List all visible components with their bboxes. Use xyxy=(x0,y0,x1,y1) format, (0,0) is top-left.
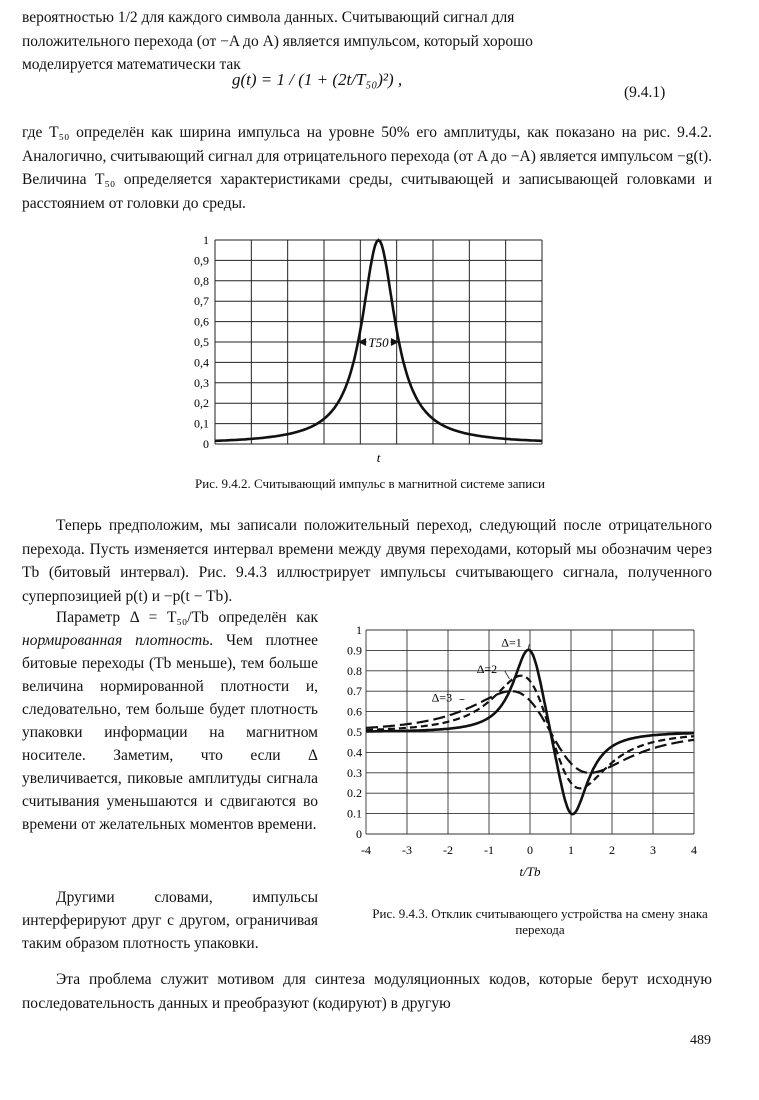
series-label: Δ=1 xyxy=(501,635,522,650)
y-tick-label: 0,8 xyxy=(194,273,209,288)
y-tick-label: 0.9 xyxy=(347,643,362,658)
paragraph-3: Теперь предположим, мы записали положительный переход, следующий после отрицательного перехода. Пусть изменяется интервал времени между двумя переходами, который мы обозначим через Tb (битовый интервал). Рис. 9.4.3 иллюстрирует импульсы считывающего сигнала, полученного суперпозицией p(t) и −p(t − Tb). xyxy=(22,517,712,605)
chart-transition-response xyxy=(340,618,720,890)
page-number: 489 xyxy=(690,1033,711,1048)
y-tick-label: 0,6 xyxy=(194,314,209,329)
x-tick-label: -3 xyxy=(402,843,412,857)
normalized-density-term: нормированная плотность xyxy=(22,632,210,649)
y-tick-label: 0 xyxy=(203,437,209,451)
width-annotation: T50 xyxy=(368,335,389,350)
formula-9-4-1: g(t) = 1 / (1 + (2t/T₅₀)²) , xyxy=(232,70,403,89)
y-tick-label: 0,9 xyxy=(194,253,209,268)
y-tick-label: 0.6 xyxy=(347,704,362,719)
paragraph-2: где T₅₀ определён как ширина импульса на уровне 50% его амплитуды, как показано на рис. 9.4.2. Аналогично, считывающий сигнал для отрицательного перехода (от A до −A) является импульсом −g(t). Величина T₅₀ определяется характеристиками среды, считывающей и записывающей головками и расстоянием от головки до среды. xyxy=(22,124,712,212)
y-tick-label: 0,7 xyxy=(194,294,209,309)
paragraph-4 xyxy=(22,606,318,836)
paragraph-4-a: Параметр Δ = T₅₀/Tb определён как xyxy=(56,609,318,626)
x-tick-label: 0 xyxy=(527,843,533,857)
y-tick-label: 0.4 xyxy=(347,745,362,760)
y-tick-label: 0.8 xyxy=(347,663,362,678)
y-tick-label: 0,5 xyxy=(194,335,209,349)
y-tick-label: 1 xyxy=(356,623,362,637)
paragraph-1-line-1: вероятностью 1/2 для каждого символа данных. Считывающий сигнал для xyxy=(22,9,515,26)
y-tick-label: 0.5 xyxy=(347,725,362,739)
equation-number: (9.4.1) xyxy=(624,84,666,101)
x-tick-label: 1 xyxy=(568,843,574,857)
paragraph-4-b: . Чем плотнее битовые переходы (Tb меньше), тем больше величина нормированной плотности и, следовательно, тем больше будет плотность упаковки информации на магнитном носителе. Заметим, что если Δ увеличивается, пиковые амплитуды сигнала считывания уменьшаются и сдвигаются во времени от желательных моментов времени. xyxy=(22,632,318,833)
y-tick-label: 0.3 xyxy=(347,765,362,780)
series-label: Δ=2 xyxy=(476,661,498,676)
x-axis-label: t xyxy=(376,450,381,465)
x-tick-label: -4 xyxy=(361,843,371,857)
paragraph-5: Другими словами, импульсы интерферируют друг с другом, ограничивая таким образом плотность упаковки. xyxy=(22,889,318,952)
y-tick-label: 0.2 xyxy=(347,786,362,801)
figure-9-4-3-caption: Рис. 9.4.3. Отклик считывающего устройства на смену знака перехода xyxy=(372,906,708,937)
y-tick-label: 0,3 xyxy=(194,375,209,390)
x-tick-label: 2 xyxy=(609,843,615,857)
x-axis-label: t/Tb xyxy=(519,864,541,879)
paragraph-1-line-2: положительного перехода (от −A до A) является импульсом, который хорошо xyxy=(22,33,533,50)
paragraph-6: Эта проблема служит мотивом для синтеза модуляционных кодов, которые берут исходную последовательность данных и преобразуют (кодируют) в другую xyxy=(22,971,712,1012)
x-tick-label: 4 xyxy=(691,843,697,857)
y-tick-label: 1 xyxy=(203,233,209,247)
x-tick-label: -1 xyxy=(484,843,494,857)
y-tick-label: 0,2 xyxy=(194,396,209,411)
series-leader-line xyxy=(505,671,510,679)
paragraph-1-line-3: моделируется математически так xyxy=(22,56,241,73)
x-tick-label: 3 xyxy=(650,843,656,857)
y-tick-label: 0,4 xyxy=(194,355,209,370)
x-tick-label: -2 xyxy=(443,843,453,857)
chart-read-pulse xyxy=(180,230,560,470)
y-tick-label: 0.1 xyxy=(347,806,362,821)
series-label: Δ=3 xyxy=(431,690,453,705)
y-tick-label: 0 xyxy=(356,827,362,841)
figure-9-4-2-caption: Рис. 9.4.2. Считывающий импульс в магнитной системе записи xyxy=(195,476,545,491)
y-tick-label: 0,1 xyxy=(194,416,209,431)
y-tick-label: 0.7 xyxy=(347,684,362,699)
